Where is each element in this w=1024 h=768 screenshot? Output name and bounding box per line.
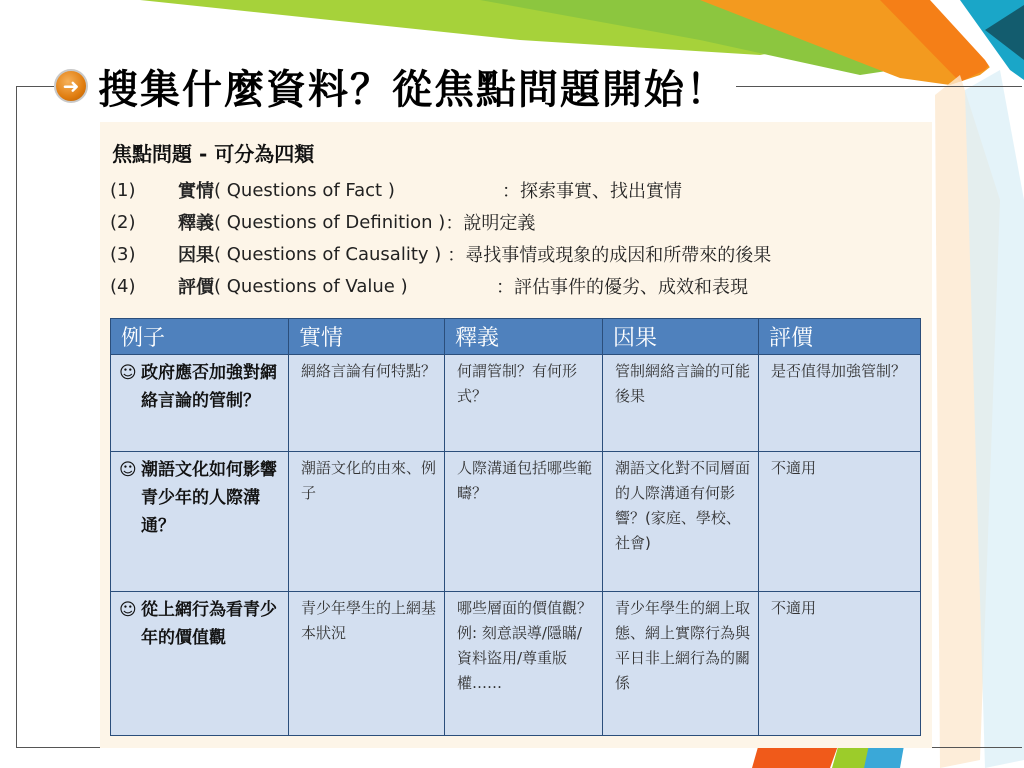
table-row (111, 452, 921, 592)
fact-cell: 潮語文化的由來、例子 (289, 452, 445, 592)
slide-title-bar (54, 56, 736, 116)
category-item (110, 238, 930, 270)
category-item (110, 270, 930, 302)
smiley-icon: ☺ (119, 363, 137, 383)
category-description: ：評估事件的優劣、成效和表現 (496, 277, 748, 298)
category-description: ：探索事實、找出實情 (502, 181, 682, 202)
example-text: 從上網行為看青少年的價值觀 (141, 600, 277, 648)
category-description: ：尋找事情或現象的成因和所帶來的後果 (447, 245, 772, 266)
category-number: (2) (110, 211, 136, 233)
definition-cell: 何謂管制？有何形式？ (445, 355, 603, 452)
category-item (110, 174, 930, 206)
category-item (110, 206, 930, 238)
smiley-icon: ☺ (119, 600, 137, 620)
header-example: 例子 (111, 319, 289, 355)
example-text: 政府應否加強對網絡言論的管制？ (141, 363, 277, 411)
table-row (111, 355, 921, 452)
definition-cell: 人際溝通包括哪些範疇？ (445, 452, 603, 592)
arrow-circle-icon: ➜ (54, 69, 88, 103)
causality-cell: 潮語文化對不同層面的人際溝通有何影響？(家庭、學校、社會) (603, 452, 759, 592)
category-english: ( Questions of Definition ) (214, 211, 446, 233)
category-number: (1) (110, 179, 136, 201)
example-cell (111, 355, 289, 452)
table-header-row (111, 319, 921, 355)
category-english: ( Questions of Fact ) (214, 179, 395, 201)
category-english: ( Questions of Causality ) (214, 243, 442, 265)
header-definition: 釋義 (445, 319, 603, 355)
value-cell: 不適用 (759, 452, 921, 592)
definition-cell: 哪些層面的價值觀？例: 刻意誤導/隱瞞/資料盜用/尊重版權…… (445, 592, 603, 736)
fact-cell: 網絡言論有何特點？ (289, 355, 445, 452)
header-fact: 實情 (289, 319, 445, 355)
fact-cell: 青少年學生的上網基本狀況 (289, 592, 445, 736)
category-english: ( Questions of Value ) (214, 275, 408, 297)
header-causality: 因果 (603, 319, 759, 355)
causality-cell: 管制網絡言論的可能後果 (603, 355, 759, 452)
focus-questions-table (110, 318, 921, 736)
category-number: (4) (110, 275, 136, 297)
example-cell (111, 592, 289, 736)
category-description: ：說明定義 (445, 213, 536, 234)
value-cell: 不適用 (759, 592, 921, 736)
category-name: 因果 (178, 245, 214, 266)
categories-heading: 焦點問題 - 可分為四類 (112, 142, 315, 166)
category-number: (3) (110, 243, 136, 265)
table-row (111, 592, 921, 736)
categories-list (110, 174, 930, 302)
category-name: 釋義 (178, 213, 214, 234)
header-value: 評價 (759, 319, 921, 355)
category-name: 評價 (178, 277, 214, 298)
example-cell (111, 452, 289, 592)
slide-title: 搜集什麼資料？從焦點問題開始！ (98, 66, 728, 113)
value-cell: 是否值得加強管制？ (759, 355, 921, 452)
causality-cell: 青少年學生的網上取態、網上實際行為與平日非上網行為的關係 (603, 592, 759, 736)
category-name: 實情 (178, 181, 214, 202)
example-text: 潮語文化如何影響青少年的人際溝通？ (141, 460, 277, 536)
smiley-icon: ☺ (119, 460, 137, 480)
content-panel (100, 122, 932, 748)
